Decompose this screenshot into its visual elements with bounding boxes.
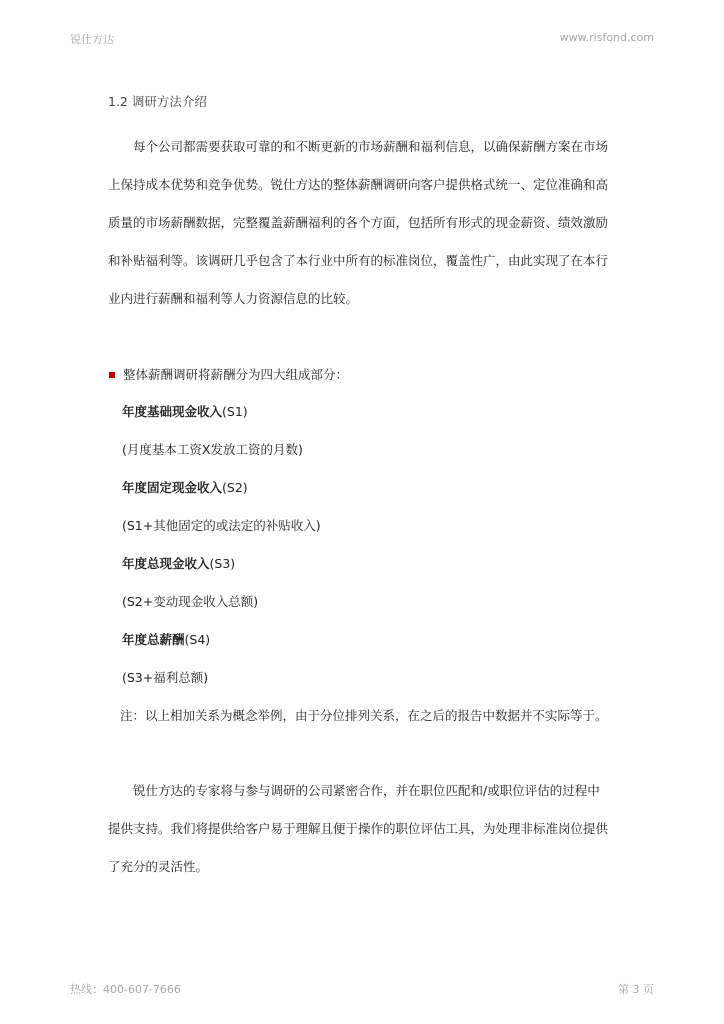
component-s4-title <box>122 630 210 650</box>
bullet-square-icon <box>109 372 115 378</box>
component-name: 年度总现金收入 <box>122 556 210 571</box>
page-number: 第 3 页 <box>618 983 654 996</box>
header-website: www.risfond.com <box>559 31 654 44</box>
header-company: 锐仕方达 <box>70 33 114 46</box>
bullet-text: 整体薪酬调研将薪酬分为四大组成部分： <box>123 367 349 382</box>
intro-paragraph <box>108 128 618 318</box>
note-text: 注：以上相加关系为概念举例，由于分位排列关系，在之后的报告中数据并不实际等于。 <box>120 708 608 723</box>
closing-paragraph <box>108 772 618 886</box>
paragraph-line: 每个公司都需要获取可靠的和不断更新的市场薪酬和福利信息，以确保薪酬方案在市场 <box>133 139 609 154</box>
page-footer <box>70 981 654 997</box>
paragraph-line: 业内进行薪酬和福利等人力资源信息的比较。 <box>108 291 359 306</box>
component-name: 年度固定现金收入 <box>122 480 223 495</box>
component-s4-desc: (S3+福利总额) <box>122 670 209 685</box>
component-s3-title <box>122 554 235 574</box>
component-s2-title <box>122 478 248 498</box>
component-code: (S4) <box>184 632 211 647</box>
paragraph-line: 了充分的灵活性。 <box>108 859 209 874</box>
paragraph-line: 锐仕方达的专家将与参与调研的公司紧密合作，并在职位匹配和/或职位评估的过程中 <box>133 783 600 798</box>
page-header <box>70 31 654 47</box>
paragraph-line: 上保持成本优势和竞争优势。锐仕方达的整体薪酬调研向客户提供格式统一、定位准确和高 <box>108 177 609 192</box>
footer-hotline: 热线：400-607-7666 <box>70 983 181 996</box>
section-title: 1.2 调研方法介绍 <box>108 94 207 109</box>
component-code: (S3) <box>209 556 236 571</box>
paragraph-line: 提供支持。我们将提供给客户易于理解且便于操作的职位评估工具，为处理非标准岗位提供 <box>108 821 609 836</box>
component-code: (S1) <box>222 404 248 419</box>
component-s1-desc: (月度基本工资X发放工资的月数) <box>122 442 303 457</box>
component-code: (S2) <box>222 480 248 495</box>
bullet-item <box>109 365 348 385</box>
component-s3-desc: (S2+变动现金收入总额) <box>122 594 259 609</box>
component-s1-title <box>122 402 248 422</box>
component-name: 年度基础现金收入 <box>122 404 223 419</box>
paragraph-line: 质量的市场薪酬数据，完整覆盖薪酬福利的各个方面，包括所有形式的现金薪资、绩效激励 <box>108 215 609 230</box>
component-s2-desc: (S1+其他固定的或法定的补贴收入) <box>122 518 321 533</box>
paragraph-line: 和补贴福利等。该调研几乎包含了本行业中所有的标准岗位，覆盖性广，由此实现了在本行 <box>108 253 609 268</box>
component-name: 年度总薪酬 <box>122 632 185 647</box>
